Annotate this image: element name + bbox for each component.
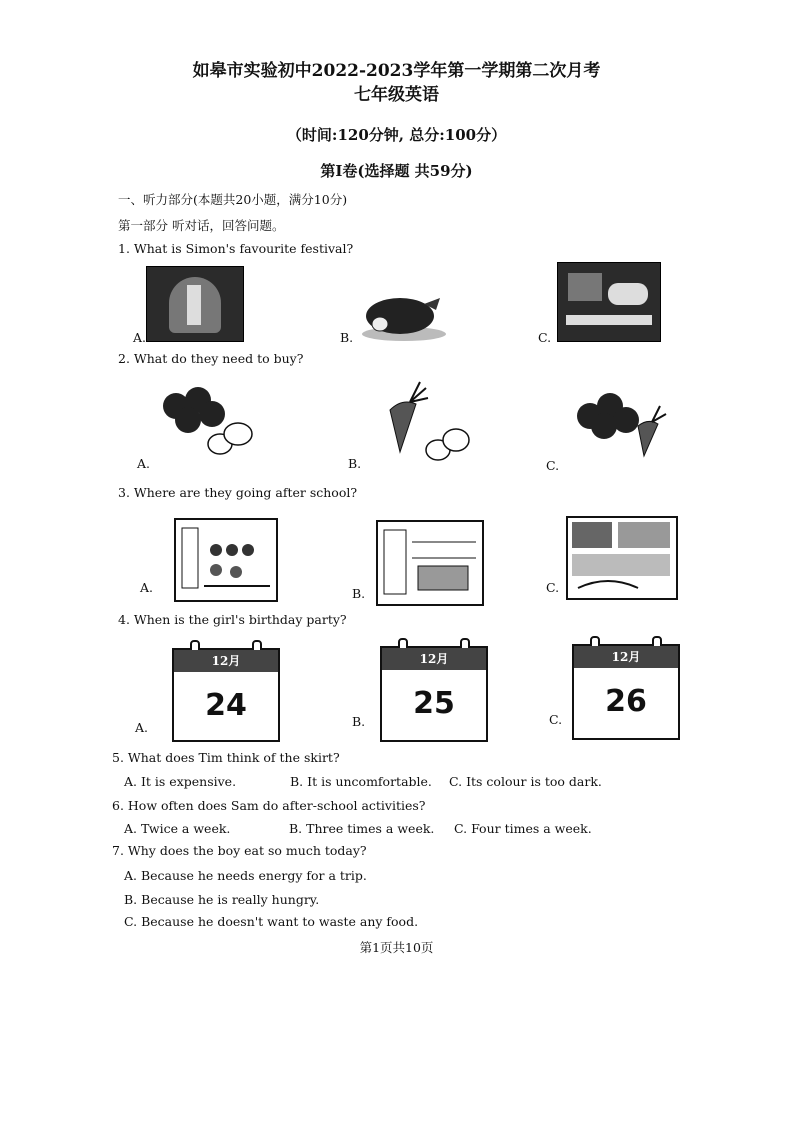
q3-label-b: B.	[352, 586, 366, 601]
tomatoes-potatoes-image	[160, 386, 260, 456]
exam-subject: 七年级英语	[354, 85, 439, 105]
calendar-b	[380, 646, 488, 742]
q6-option-c[interactable]: C. Four times a week.	[454, 821, 592, 836]
calendar-b-month: 12月	[382, 648, 486, 670]
section-heading: 一、听力部分(本题共20小题，满分10分)	[118, 192, 348, 207]
q1-label-b: B.	[340, 330, 354, 345]
photo-festival-c	[557, 262, 661, 342]
question-7: 7. Why does the boy eat so much today?	[112, 843, 367, 858]
q7-option-c[interactable]: C. Because he doesn't want to waste any food.	[124, 914, 419, 929]
calendar-c-day: 26	[605, 684, 647, 719]
exam-title: 如皋市实验初中2022-2023学年第一学期第二次月考	[192, 61, 601, 81]
question-5: 5. What does Tim think of the skirt?	[112, 750, 340, 765]
q6-option-a[interactable]: A. Twice a week.	[124, 821, 231, 836]
q4-label-b: B.	[352, 714, 366, 729]
place-sketch-a	[174, 518, 278, 602]
q2-label-a: A.	[137, 456, 151, 471]
question-1: 1. What is Simon's favourite festival?	[118, 241, 354, 256]
volume-heading: 第Ⅰ卷(选择题 共59分)	[320, 162, 473, 180]
q3-label-c: C.	[546, 580, 560, 595]
calendar-a	[172, 648, 280, 742]
turkey-image	[354, 290, 448, 342]
q7-option-a[interactable]: A. Because he needs energy for a trip.	[124, 868, 367, 883]
q6-option-b[interactable]: B. Three times a week.	[289, 821, 435, 836]
place-sketch-b	[376, 520, 484, 606]
q7-option-b[interactable]: B. Because he is really hungry.	[124, 892, 320, 907]
question-3: 3. Where are they going after school?	[118, 485, 358, 500]
place-sketch-c	[566, 516, 678, 600]
question-2: 2. What do they need to buy?	[118, 351, 304, 366]
q2-label-b: B.	[348, 456, 362, 471]
calendar-c	[572, 644, 680, 740]
q2-label-c: C.	[546, 458, 560, 473]
calendar-b-day: 25	[413, 686, 455, 721]
part-heading: 第一部分 听对话，回答问题。	[118, 218, 285, 233]
question-4: 4. When is the girl's birthday party?	[118, 612, 347, 627]
question-6: 6. How often does Sam do after-school activities?	[112, 798, 426, 813]
q4-label-c: C.	[549, 712, 563, 727]
exam-time-info: （时间:120分钟, 总分:100分）	[286, 126, 507, 144]
photo-festival-a	[146, 266, 244, 342]
q5-option-a[interactable]: A. It is expensive.	[124, 774, 237, 789]
q1-label-a: A.	[133, 330, 147, 345]
q5-option-b[interactable]: B. It is uncomfortable.	[290, 774, 432, 789]
page-number: 第1页共10页	[359, 940, 434, 955]
calendar-a-day: 24	[205, 688, 247, 723]
calendar-c-month: 12月	[574, 646, 678, 668]
q1-label-c: C.	[538, 330, 552, 345]
q3-label-a: A.	[140, 580, 154, 595]
q5-option-c[interactable]: C. Its colour is too dark.	[449, 774, 602, 789]
carrot-potatoes-image	[380, 380, 475, 462]
q4-label-a: A.	[135, 720, 149, 735]
tomatoes-carrot-image	[574, 382, 670, 460]
calendar-a-month: 12月	[174, 650, 278, 672]
